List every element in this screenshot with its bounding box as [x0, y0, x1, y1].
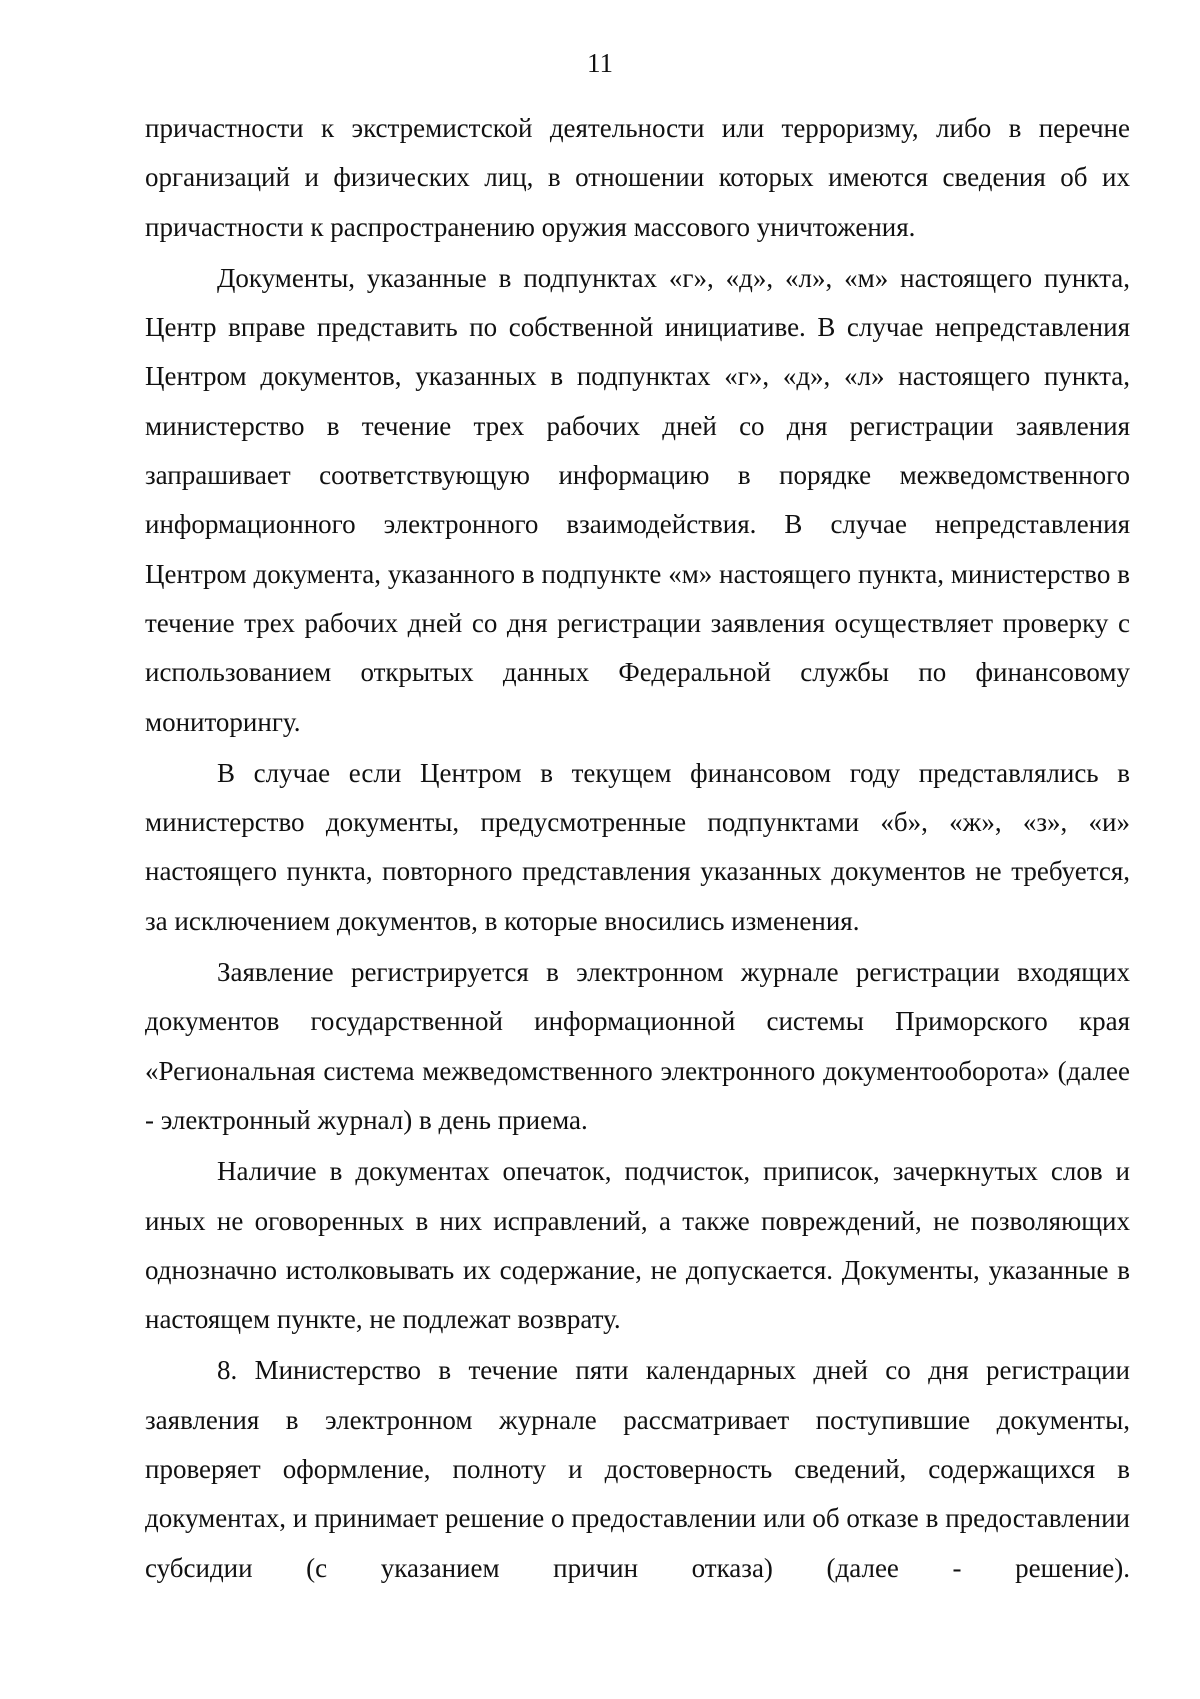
- document-body: [145, 104, 1130, 1593]
- paragraph: Документы, указанные в подпунктах «г», «д», «л», «м» настоящего пункта, Центр вправе представить по собственной инициативе. В случае непредставления Центром документов, указанных в подпунктах «г», «д», «л» настоящего пункта, министерство в течение трех рабочих дней со дня регистрации заявления запрашивает соответствующую информацию в порядке межведомственного информационного электронного взаимодействия. В случае непредставления Центром документа, указанного в подпункте «м» настоящего пункта, министерство в течение трех рабочих дней со дня регистрации заявления осуществляет проверку с использованием открытых данных Федеральной службы по финансовому мониторингу.: [145, 262, 1130, 737]
- paragraph: В случае если Центром в текущем финансовом году представлялись в министерство документы, предусмотренные подпунктами «б», «ж», «з», «и» настоящего пункта, повторного представления указанных документов не требуется, за исключением документов, в которые вносились изменения.: [145, 757, 1130, 936]
- page-number: 11: [587, 48, 613, 78]
- paragraph: 8. Министерство в течение пяти календарных дней со дня регистрации заявления в электронном журнале рассматривает поступившие документы, проверяет оформление, полноту и достоверность сведений, содержащихся в документах, и принимает решение о предоставлении или об отказе в предоставлении субсидии (с указанием причин отказа) (далее - решение).: [145, 1355, 1130, 1583]
- paragraph: причастности к экстремистской деятельности или терроризму, либо в перечне организаций и физических лиц, в отношении которых имеются сведения об их причастности к распространению оружия массового уничтожения.: [145, 113, 1130, 242]
- paragraph: Заявление регистрируется в электронном журнале регистрации входящих документов государственной информационной системы Приморского края «Региональная система межведомственного электронного документооборота» (далее - электронный журнал) в день приема.: [145, 957, 1130, 1135]
- paragraph: Наличие в документах опечаток, подчисток, приписок, зачеркнутых слов и иных не оговоренных в них исправлений, а также повреждений, не позволяющих однозначно истолковывать их содержание, не допускается. Документы, указанные в настоящем пункте, не подлежат возврату.: [145, 1156, 1130, 1335]
